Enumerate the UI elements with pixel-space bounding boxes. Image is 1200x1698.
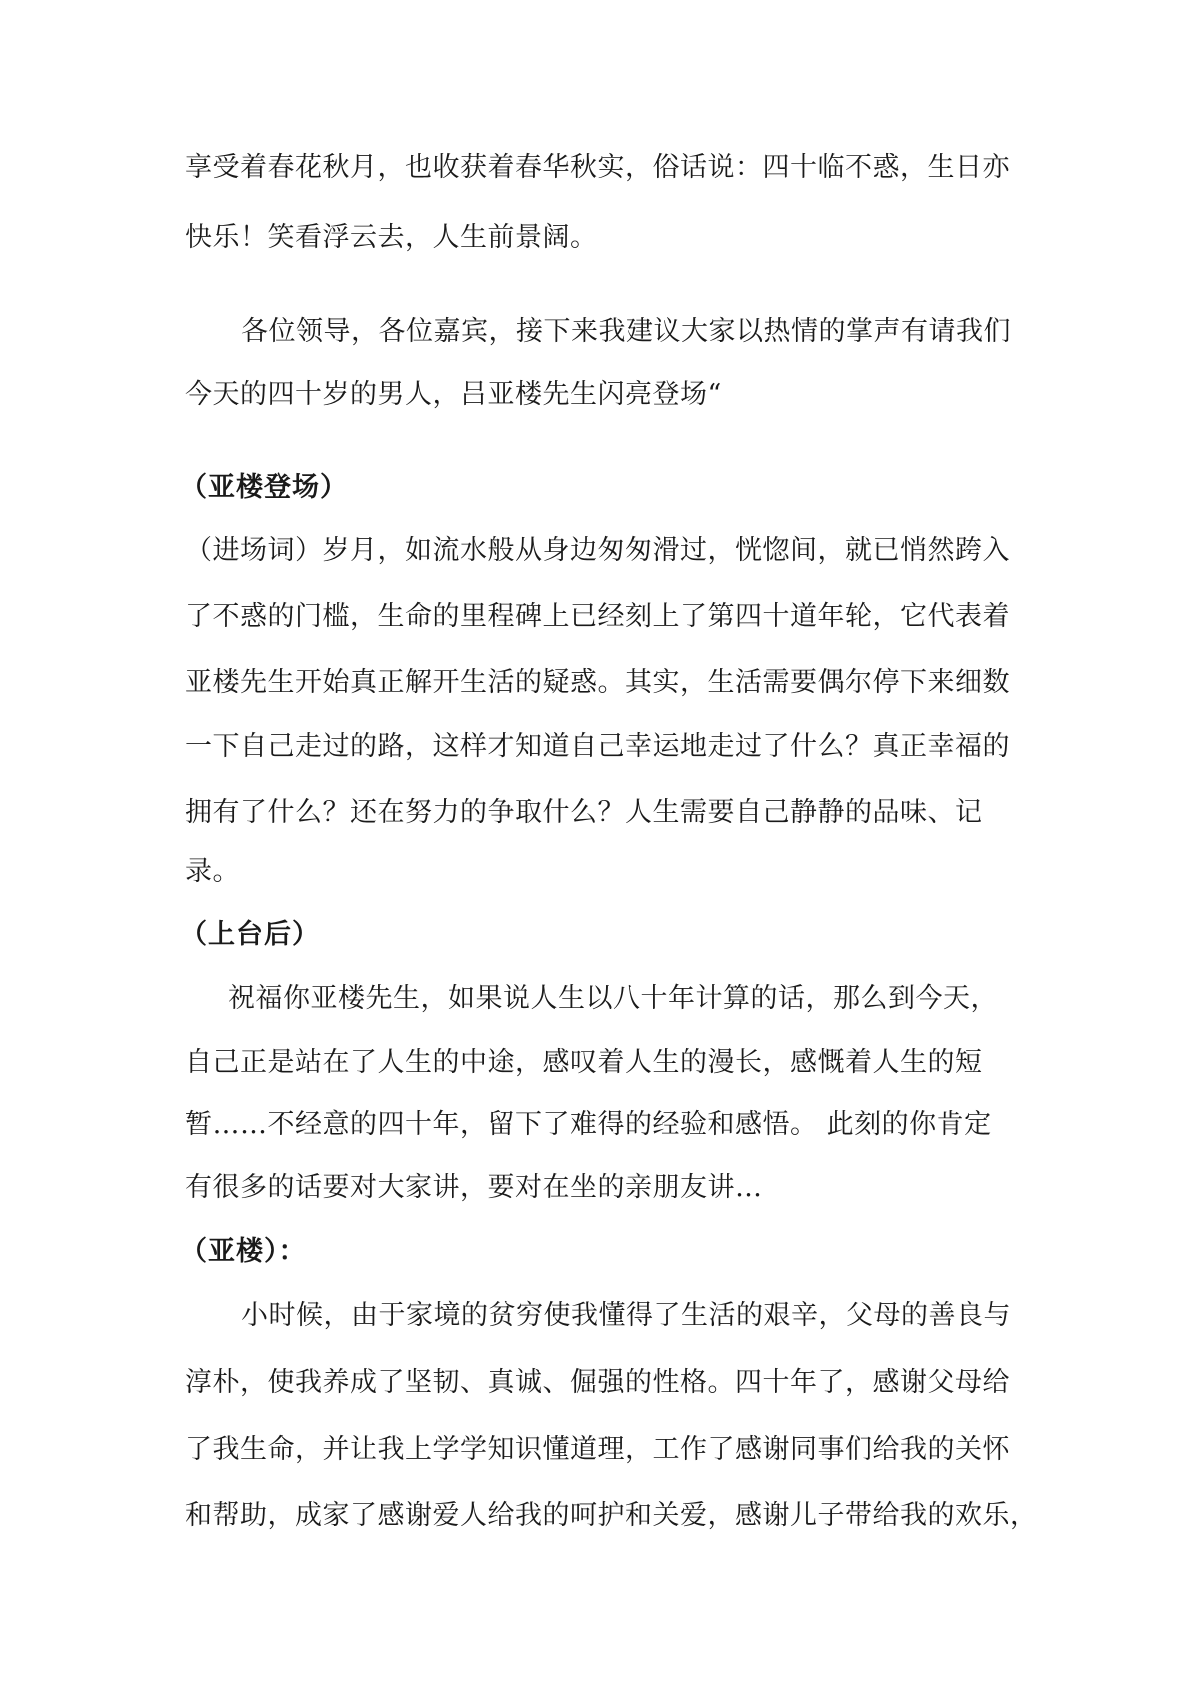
paragraph-line: 各位领导，各位嘉宾，接下来我建议大家以热情的掌声有请我们 xyxy=(241,316,1011,347)
paragraph-line: 今天的四十岁的男人，吕亚楼先生闪亮登场“ xyxy=(185,379,722,410)
paragraph-line: 自己正是站在了人生的中途，感叹着人生的漫长，感慨着人生的短 xyxy=(185,1047,983,1078)
paragraph-line: 暂……不经意的四十年，留下了难得的经验和感悟。 此刻的你肯定 xyxy=(185,1109,992,1140)
paragraph-line: 享受着春花秋月，也收获着春华秋实，俗话说：四十临不惑，生日亦 xyxy=(185,152,1010,183)
section-heading: （亚楼登场） xyxy=(180,472,348,503)
paragraph-line: 小时候，由于家境的贫穷使我懂得了生活的艰辛，父母的善良与 xyxy=(241,1300,1011,1331)
paragraph-line: 淳朴，使我养成了坚韧、真诚、倔强的性格。四十年了，感谢父母给 xyxy=(185,1367,1010,1398)
section-heading: （上台后） xyxy=(180,919,320,950)
paragraph-line: 了我生命，并让我上学学知识懂道理，工作了感谢同事们给我的关怀 xyxy=(185,1434,1010,1465)
paragraph-line: 一下自己走过的路，这样才知道自己幸运地走过了什么？真正幸福的 xyxy=(185,731,1010,762)
paragraph-line: 和帮助，成家了感谢爱人给我的呵护和关爱，感谢儿子带给我的欢乐， xyxy=(185,1500,1038,1531)
paragraph-line: （进场词）岁月，如流水般从身边匆匆滑过，恍惚间，就已悄然跨入 xyxy=(185,535,1010,566)
section-heading: （亚楼）： xyxy=(180,1236,307,1267)
paragraph-line: 快乐！笑看浮云去，人生前景阔。 xyxy=(185,222,598,253)
paragraph-line: 祝福你亚楼先生，如果说人生以八十年计算的话，那么到今天， xyxy=(228,983,998,1014)
paragraph-line: 了不惑的门槛，生命的里程碑上已经刻上了第四十道年轮，它代表着 xyxy=(185,601,1010,632)
paragraph-line: 亚楼先生开始真正解开生活的疑惑。其实，生活需要偶尔停下来细数 xyxy=(185,667,1010,698)
paragraph-line: 有很多的话要对大家讲，要对在坐的亲朋友讲… xyxy=(185,1172,763,1203)
paragraph-line: 拥有了什么？还在努力的争取什么？人生需要自己静静的品味、记 xyxy=(185,797,983,828)
paragraph-line: 录。 xyxy=(185,856,240,887)
